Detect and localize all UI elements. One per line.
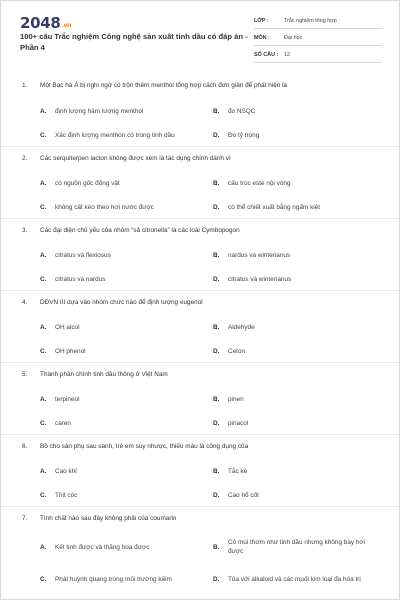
question-number: 4. [22,298,28,306]
option-text: không cất kéo theo hơi nước được [55,203,154,211]
question-number: 5. [22,370,28,378]
question-number: 7. [22,514,28,522]
option-c[interactable] [40,419,71,428]
question-number: 6. [22,442,28,450]
option-d[interactable] [213,275,291,284]
option-row [1,339,400,363]
option-letter: C. [40,575,47,583]
question-text: Tính chất nào sau đây không phải của coumarin [40,514,177,522]
option-b[interactable] [213,323,255,332]
option-letter: D. [213,419,220,427]
option-d[interactable] [213,575,378,584]
site-logo[interactable] [20,14,71,32]
option-c[interactable] [40,347,86,356]
option-letter: C. [40,203,47,211]
question-text: Các serquiterpen lacton không được xem là tác dụng chính dành vì [40,154,231,162]
option-text: citratus và flexiosus [55,251,111,259]
option-letter: C. [40,347,47,355]
option-b[interactable] [213,251,290,260]
option-letter: A. [40,543,47,551]
option-letter: D. [213,491,220,499]
option-letter: C. [40,275,47,283]
option-c[interactable] [40,275,105,284]
option-text: terpineol [55,395,80,403]
option-row [1,243,400,267]
option-letter: B. [213,179,220,187]
option-text: caren [55,419,71,427]
option-b[interactable] [213,467,247,476]
option-a[interactable] [40,395,80,404]
option-text: pinen [228,395,244,403]
option-b[interactable] [213,107,255,116]
question-number: 2. [22,154,28,162]
option-b[interactable] [213,538,378,556]
question-text: DĐVN III dựa vào nhóm chức nào để định lượng eugenol [40,298,203,306]
option-a[interactable] [40,179,120,188]
option-a[interactable] [40,323,80,332]
option-letter: C. [40,419,47,427]
option-letter: D. [213,347,220,355]
option-d[interactable] [213,491,259,500]
option-b[interactable] [213,395,244,404]
document-title: 100+ câu Trắc nghiệm Công nghệ sản xuất tinh dầu có đáp án - Phần 4 [20,32,248,52]
option-letter: A. [40,467,47,475]
option-text: Đo tỷ trọng [228,131,260,139]
option-row [1,99,400,123]
option-letter: B. [213,395,220,403]
question-item [1,217,400,289]
option-row [1,411,400,435]
option-text: Ceton [228,347,246,355]
option-text: cấu trúc este nội vòng [228,179,291,187]
option-d[interactable] [213,203,320,212]
question-item [1,433,400,505]
option-row [1,483,400,507]
option-text: nardus và winterianus [228,251,291,259]
option-text: đo NSQC [228,107,256,115]
option-text: Phát huỳnh quang trong môi trường kiềm [55,575,172,583]
option-c[interactable] [40,203,154,212]
question-line [1,361,400,387]
logo-text: 2048 [20,14,61,32]
option-row [1,563,400,595]
option-row [1,315,400,339]
option-letter: C. [40,491,47,499]
option-row [1,387,400,411]
option-row [1,267,400,291]
question-line [1,145,400,171]
meta-row-class [254,13,382,29]
meta-label: LỚP : [254,17,269,24]
option-text: OH phenol [55,347,86,355]
question-text: Thành phần chính tinh dầu thông ở Việt Nam [40,370,168,378]
meta-label: MÔN : [254,34,270,41]
question-text: Bồ cho sản phụ sau sanh, trẻ em suy nhược, thiếu máu là công dụng của [40,442,249,450]
option-letter: B. [213,251,220,259]
option-letter: C. [40,131,47,139]
question-line [1,217,400,243]
question-number: 3. [22,226,28,234]
option-text: Cao khỉ [55,467,77,475]
option-d[interactable] [213,347,245,356]
option-text: định lượng hàm lượng menthol [55,107,144,115]
option-letter: A. [40,179,47,187]
option-d[interactable] [213,419,248,428]
option-row [1,195,400,219]
option-letter: D. [213,575,220,583]
meta-value: Trắc nghiệm tổng hợp [284,17,337,24]
option-text: pinacol [228,419,249,427]
option-letter: D. [213,203,220,211]
option-a[interactable] [40,467,77,476]
option-row [1,123,400,147]
meta-value: Đại học [284,34,303,41]
question-line [1,433,400,459]
option-text: có nguồn gốc động vật [55,179,120,187]
option-text: Xác định lượng menthon có trong tinh dầu [55,131,175,139]
question-text: Một Bạc hà Á bị nghi ngờ có trộn thêm menthol tổng hợp cách đơn giản để phát hiện là [40,81,288,89]
option-text: Tắc kè [228,467,248,475]
option-letter: B. [213,543,220,551]
question-item [1,145,400,217]
question-item [1,289,400,361]
question-line [1,289,400,315]
option-a[interactable] [40,543,149,552]
option-c[interactable] [40,575,172,584]
option-text: citratus và nardus [55,275,106,283]
meta-row-subject [254,30,382,46]
option-text: Cao hổ cốt [228,491,259,499]
option-c[interactable] [40,491,77,500]
logo-suffix: .vn [61,22,72,29]
meta-label: SỐ CÂU : [254,51,279,58]
question-line [1,71,400,99]
option-a[interactable] [40,251,111,260]
option-letter: A. [40,107,47,115]
option-row [1,171,400,195]
question-number: 1. [22,81,28,89]
page-header [1,1,400,67]
option-text: Tủa với alkaloid và các muối kim loại đa hóa trị [228,575,361,583]
option-row [1,531,400,563]
meta-row-count [254,47,382,63]
option-letter: A. [40,395,47,403]
question-item [1,505,400,595]
option-letter: B. [213,107,220,115]
option-text: Kết tinh được và thăng hoa được [55,543,150,551]
option-letter: D. [213,131,220,139]
question-item [1,361,400,433]
question-item [1,71,400,145]
option-text: Thịt cóc [55,491,78,499]
option-letter: A. [40,323,47,331]
meta-value: 12 [284,51,290,58]
document-meta [254,13,382,64]
option-text: có thể chiết xuất bằng ngấm kiệt [228,203,321,211]
option-text: OH alcol [55,323,80,331]
option-letter: B. [213,467,220,475]
option-text: Aldehyde [228,323,255,331]
question-list [1,71,400,595]
option-text: Có mùi thơm như tinh dầu nhưng không bay hơi được [228,539,366,555]
option-c[interactable] [40,131,175,140]
question-text: Các đại diện chủ yếu của nhóm “sả citronella” là các loài Cymbopogon [40,226,240,234]
option-b[interactable] [213,179,291,188]
option-row [1,459,400,483]
option-a[interactable] [40,107,143,116]
option-letter: A. [40,251,47,259]
question-line [1,505,400,531]
option-d[interactable] [213,131,259,140]
option-letter: D. [213,275,220,283]
option-letter: B. [213,323,220,331]
option-text: citratus và winterianus [228,275,292,283]
